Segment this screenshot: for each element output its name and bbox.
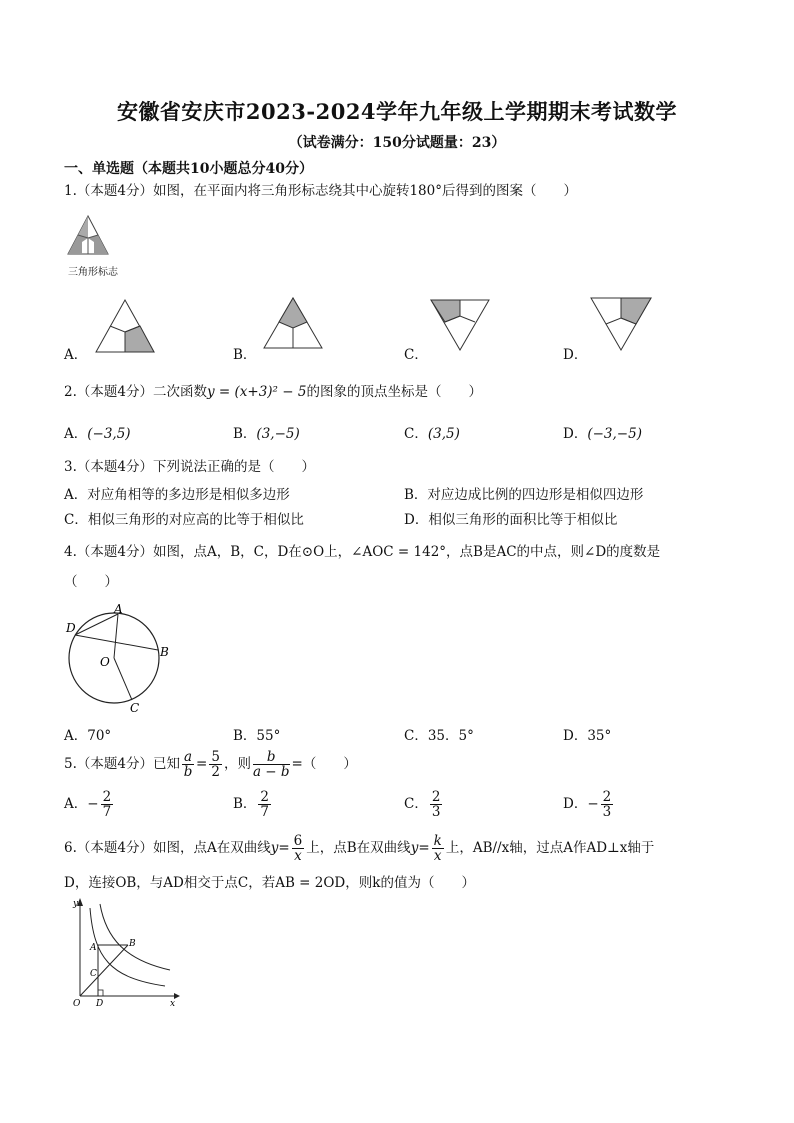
page-title: 安徽省安庆市2023-2024学年九年级上学期期末考试数学 (116, 99, 678, 124)
q5-given-fraction: $\frac{a}{b}$ (183, 749, 193, 780)
q6-label-x: x (170, 999, 176, 1009)
q5-option-d: D．− $\frac{2}{3}$ (563, 789, 612, 820)
q1-option-b-label: B． (233, 347, 257, 363)
q4-label-d: D (66, 621, 76, 635)
q5-mid: ，则 (223, 756, 251, 772)
q3-option-c: C．相似三角形的对应高的比等于相似比 (64, 512, 304, 528)
q3-option-b: B．对应边成比例的四边形是相似四边形 (404, 487, 644, 503)
question-3-stem: 3.（本题4分）下列说法正确的是（ ） (64, 459, 315, 475)
question-1-stem: 1.（本题4分）如图，在平面内将三角形标志绕其中心旋转180°后得到的图案（ ） (64, 183, 577, 199)
q1-figure-caption: 三角形标志 (68, 267, 118, 278)
page-subtitle: （试卷满分：150分试题量：23） (288, 135, 506, 151)
q4-label-a: A (114, 602, 123, 616)
q6-label-o: O (73, 999, 81, 1009)
q6-label-y: y (73, 899, 79, 909)
q4-option-c: C．35．5° (404, 728, 474, 744)
q2-option-a: A．(−3,5) (64, 426, 131, 442)
question-4-stem: 4.（本题4分）如图，点A，B，C，D在⊙O上，∠AOC = 142°，点B是AC的中点，则∠D的度数是 (64, 544, 661, 560)
q6-label-d: D (96, 999, 104, 1009)
q5-option-c: C． $\frac{2}{3}$ (404, 789, 441, 820)
section-heading: 一、单选题（本题共10小题总分40分） (64, 161, 313, 177)
q1-option-b-figure (262, 296, 324, 350)
q4-option-a: A．70° (64, 728, 112, 744)
q6-label-a: A (90, 943, 97, 953)
question-2-stem (64, 382, 482, 402)
q4-option-d: D．35° (563, 728, 612, 744)
q4-label-b: B (160, 645, 169, 659)
q2-option-c: C．(3,5) (404, 426, 460, 442)
q5-option-a: A．− $\frac{2}{7}$ (64, 789, 112, 820)
q1-option-a-label: A． (64, 347, 88, 363)
q6-hyperbola-figure (70, 898, 180, 1008)
q4-label-o: O (100, 655, 110, 669)
q5-given-value: $\frac{5}{2}$ (211, 749, 220, 780)
q2-stem-suffix: 的图象的顶点坐标是（ ） (306, 384, 482, 400)
q1-option-d-label: D． (563, 347, 588, 363)
q5-stem-suffix: =（ ） (291, 756, 357, 772)
q1-triangle-logo-figure (66, 214, 146, 264)
question-6-stem-line1: 6.（本题4分）如图，点A在双曲线y= $\frac{6}{x}$ 上，点B在双曲线y= $\frac{k}{x}$ 上，AB//x轴，过点A作AD⊥x轴于 (64, 833, 655, 864)
q4-circle-figure (62, 604, 172, 714)
q5-option-b: B． $\frac{2}{7}$ (233, 789, 270, 820)
question-4-stem-cont: （ ） (64, 574, 118, 590)
q4-label-c: C (130, 701, 140, 715)
q4-option-b: B．55° (233, 728, 281, 744)
q6-label-b: B (129, 939, 136, 949)
q2-option-d: D．(−3,−5) (563, 426, 642, 442)
q1-option-c-figure (429, 298, 491, 352)
question-5-stem: 5.（本题4分）已知 $\frac{a}{b}$ = $\frac{5}{2}$ ，则 $\frac{b}{a - b}$ =（ ） (64, 749, 357, 780)
q3-option-d: D．相似三角形的面积比等于相似比 (404, 512, 618, 528)
q6-label-c: C (90, 969, 97, 979)
q1-option-c-label: C． (404, 347, 428, 363)
q2-option-b: B．(3,−5) (233, 426, 300, 442)
q2-formula: y = (x+3)² − 5 (206, 384, 307, 400)
q5-stem-prefix: 5.（本题4分）已知 (64, 756, 180, 772)
q1-option-d-figure (589, 296, 653, 352)
q1-option-a-figure (94, 298, 158, 354)
question-6-stem-line2: D，连接OB，与AD相交于点C，若AB = 2OD，则k的值为（ ） (64, 875, 475, 891)
q5-ask-fraction: $\frac{b}{a - b}$ (252, 749, 290, 780)
q3-option-a: A．对应角相等的多边形是相似多边形 (64, 487, 290, 503)
q2-stem-prefix: 2.（本题4分）二次函数 (64, 384, 207, 400)
